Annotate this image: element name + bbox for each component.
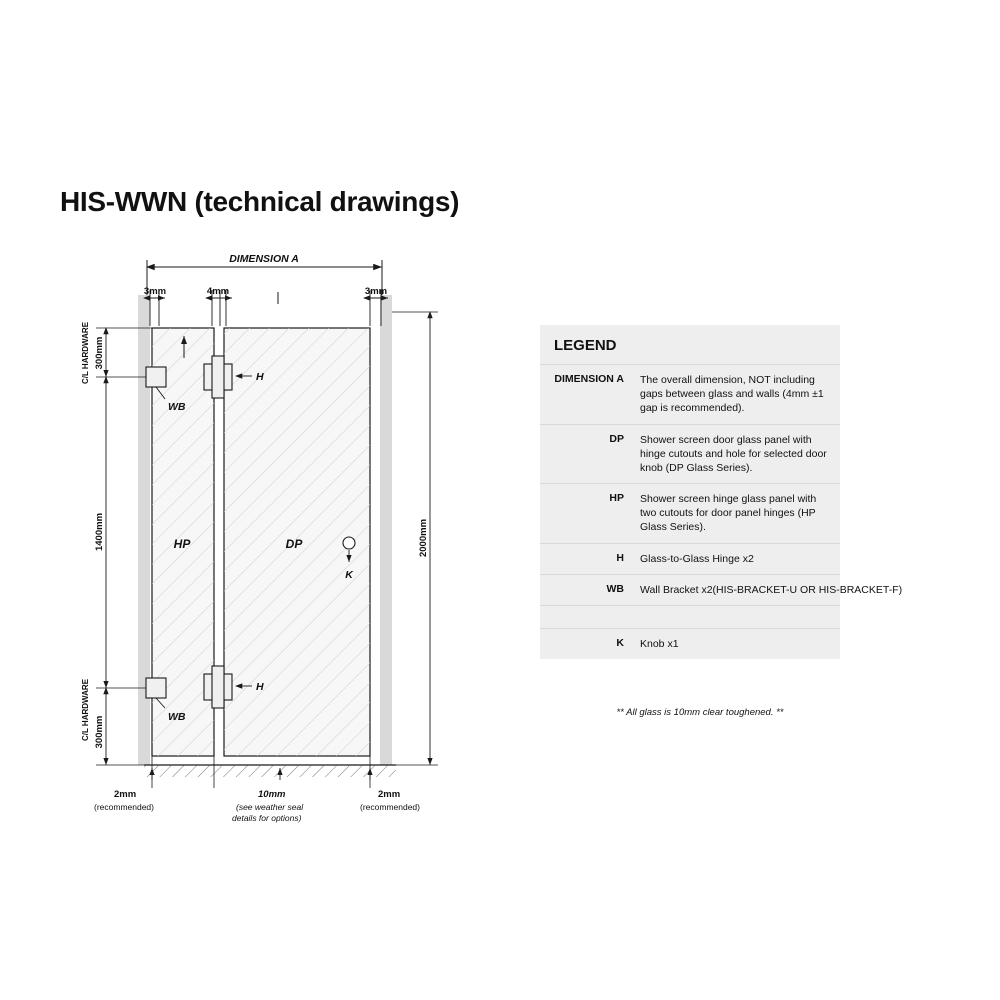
- legend-row-dimension-a: [540, 365, 840, 425]
- legend-row-hp: [540, 484, 840, 544]
- hinge-bottom-label: H: [256, 681, 264, 693]
- right-dimension: [392, 312, 438, 765]
- legend-row-h: [540, 544, 840, 575]
- bottom-note-1-text: (see weather seal: [236, 802, 304, 812]
- dimension-a-group: [147, 253, 382, 300]
- gap-label-left: 3mm: [143, 286, 167, 297]
- legend-footnote: ** All glass is 10mm clear toughened. **: [616, 707, 784, 718]
- legend-value: Knob x1: [640, 637, 679, 650]
- legend-key: H: [616, 551, 624, 564]
- wall-bracket-top-label: WB: [168, 401, 186, 413]
- dim-1400mm: 1400mm: [94, 512, 105, 552]
- drawing-svg: [60, 240, 480, 840]
- legend-key: WB: [606, 582, 624, 595]
- wall-bracket-bottom-label: WB: [168, 711, 186, 723]
- legend-key: HP: [609, 492, 624, 505]
- door-panel-label: DP: [285, 537, 303, 551]
- floor-hatch: [144, 765, 396, 777]
- legend-row-dp: [540, 425, 840, 485]
- cl-hardware-bottom: C/L HARDWARE: [81, 678, 90, 742]
- top-gap-dimensions: [144, 286, 388, 326]
- dimension-a-label: DIMENSION A: [229, 253, 299, 265]
- legend-key: K: [616, 636, 624, 649]
- bottom-note-1-text2: details for options): [232, 813, 302, 823]
- legend-key: DP: [609, 432, 624, 445]
- legend-spacer: [540, 606, 840, 629]
- bottom-note-0-value: 2mm: [114, 789, 137, 800]
- cl-hardware-top: C/L HARDWARE: [81, 321, 90, 385]
- wall-right: [380, 295, 392, 765]
- legend-row-wb: [540, 575, 903, 606]
- legend-row-k: [540, 629, 840, 659]
- bottom-note-2-value: 2mm: [378, 789, 401, 800]
- legend-value: Wall Bracket x2(HIS-BRACKET-U OR HIS-BRACKET-F): [640, 583, 903, 596]
- hinge-top-label: H: [256, 371, 264, 383]
- technical-drawing: [60, 240, 480, 840]
- dim-2000mm: 2000mm: [418, 518, 429, 558]
- dim-300mm-bottom: 300mm: [94, 715, 105, 749]
- gap-label-middle: 4mm: [206, 286, 230, 297]
- legend-heading: LEGEND: [540, 325, 840, 365]
- legend-panel: [540, 325, 903, 659]
- hinge-panel-label: HP: [173, 537, 191, 551]
- legend-key: DIMENSION A: [554, 373, 624, 385]
- page-title: HIS-WWN (technical drawings): [60, 186, 460, 217]
- legend-value: Shower screen door glass panel with hinge cutouts and hole for selected door knob (DP Glass Series).: [640, 433, 827, 474]
- gap-label-right: 3mm: [364, 286, 388, 297]
- legend-value: The overall dimension, NOT including gaps between glass and walls (4mm ±1 gap is recommended).: [640, 374, 824, 415]
- legend-value: Shower screen hinge glass panel with two cutouts for door panel hinges (HP Glass Series).: [640, 493, 817, 534]
- bottom-note-1-value: 10mm: [258, 789, 286, 800]
- bottom-note-0-text: (recommended): [94, 802, 154, 812]
- bottom-note-2-text: (recommended): [360, 802, 420, 812]
- knob-label: K: [345, 569, 353, 581]
- legend-value: Glass-to-Glass Hinge x2: [640, 552, 754, 565]
- dim-300mm-top: 300mm: [94, 336, 105, 370]
